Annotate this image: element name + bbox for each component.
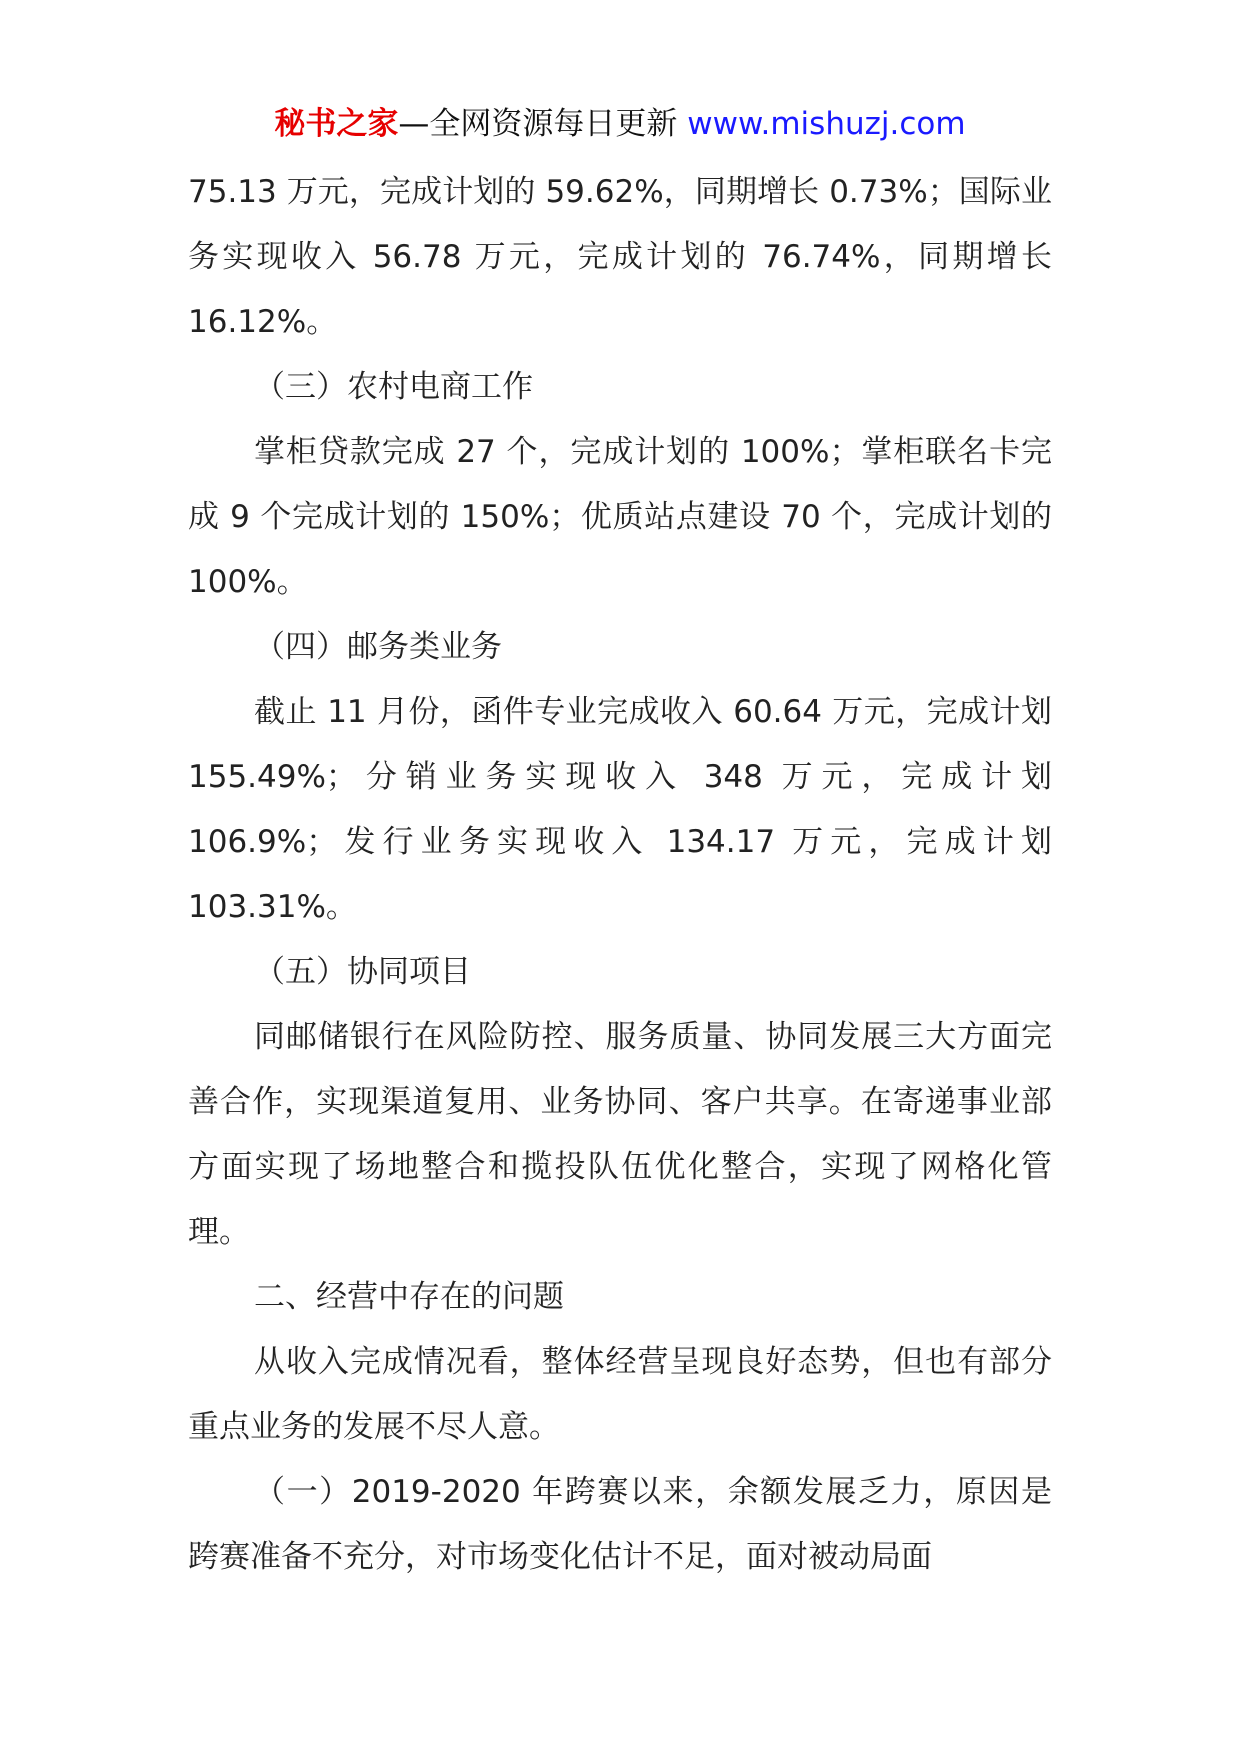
site-url-link[interactable]: www.mishuzj.com bbox=[687, 106, 966, 142]
paragraph-continued: 75.13 万元，完成计划的 59.62%，同期增长 0.73%；国际业务实现收入 56.78 万元，完成计划的 76.74%，同期增长 16.12%。 bbox=[188, 174, 1052, 340]
paragraph: 掌柜贷款完成 27 个，完成计划的 100%；掌柜联名卡完成 9 个完成计划的 150%；优质站点建设 70 个，完成计划的 100%。 bbox=[188, 434, 1052, 600]
paragraph: 同邮储银行在风险防控、服务质量、协同发展三大方面完善合作，实现渠道复用、业务协同、客户共享。在寄递事业部方面实现了场地整合和揽投队伍优化整合，实现了网格化管理。 bbox=[188, 1019, 1052, 1250]
site-tagline: —全网资源每日更新 bbox=[398, 106, 688, 142]
section-heading: （三）农村电商工作 bbox=[254, 369, 533, 405]
section-heading: （四）邮务类业务 bbox=[254, 629, 502, 665]
document-body bbox=[188, 160, 1052, 1590]
paragraph: 截止 11 月份，函件专业完成收入 60.64 万元，完成计划 155.49%；分销业务实现收入 348 万元，完成计划 106.9%；发行业务实现收入 134.17 万元，完成计划 103.31%。 bbox=[188, 694, 1052, 925]
paragraph: 从收入完成情况看，整体经营呈现良好态势，但也有部分重点业务的发展不尽人意。 bbox=[188, 1344, 1052, 1445]
paragraph: （一）2019-2020 年跨赛以来，余额发展乏力，原因是跨赛准备不充分，对市场变化估计不足，面对被动局面 bbox=[188, 1474, 1052, 1575]
page-header bbox=[0, 102, 1240, 146]
chapter-heading: 二、经营中存在的问题 bbox=[254, 1279, 564, 1315]
site-brand: 秘书之家 bbox=[274, 106, 399, 142]
section-heading: （五）协同项目 bbox=[254, 954, 471, 990]
